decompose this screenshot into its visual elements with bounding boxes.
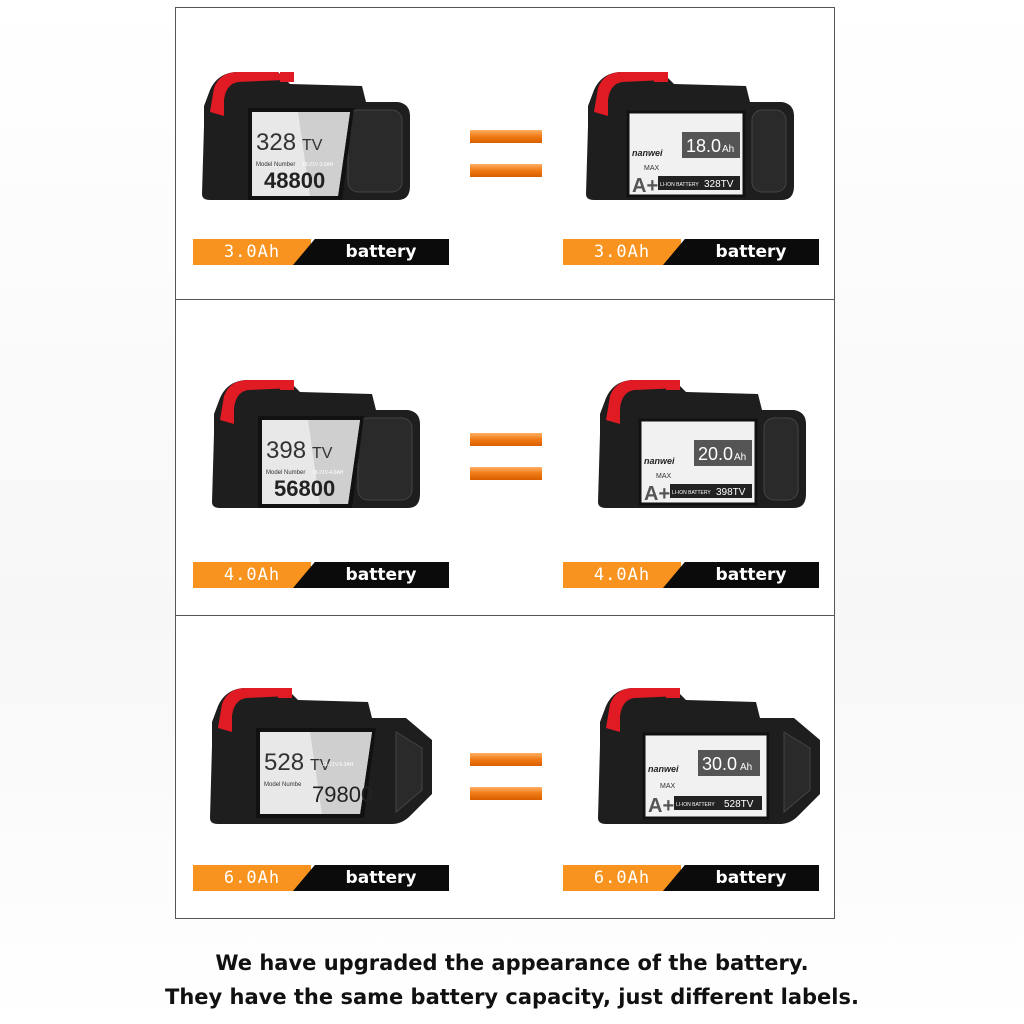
capacity-tag-left-2: [193, 562, 449, 588]
old-battery-2: [208, 374, 424, 512]
caption-line-2: They have the same battery capacity, just different labels.: [165, 985, 859, 1009]
new-battery-aplus: A+: [644, 483, 671, 505]
battery-label: battery: [715, 565, 787, 585]
new-battery-max: MAX: [656, 473, 672, 480]
new-battery-model: 528TV: [724, 799, 754, 810]
old-battery-tv: TV: [312, 445, 333, 462]
row-2-panel: [176, 299, 834, 615]
new-battery-aplus: A+: [632, 175, 659, 197]
old-battery-code: 48800: [264, 168, 326, 193]
capacity-value: 3.0Ah: [563, 239, 681, 265]
capacity-value: 3.0Ah: [193, 239, 311, 265]
old-battery-model-label: Model Number: [256, 162, 296, 168]
new-battery-capacity: 20.0: [698, 444, 734, 464]
capacity-tag-right-3: [563, 865, 819, 891]
old-battery-code: 79800: [312, 782, 374, 807]
capacity-tag-right-2: [563, 562, 819, 588]
old-battery-voltage: 528: [264, 749, 305, 776]
capacity-tag-right-1: [563, 239, 819, 265]
old-battery-tv: TV: [310, 757, 331, 774]
capacity-value: 4.0Ah: [193, 562, 311, 588]
new-battery-brand: nanwei: [632, 148, 663, 158]
new-battery-max: MAX: [644, 165, 660, 172]
old-battery-voltage: 328: [256, 129, 297, 156]
capacity-tag-left-1: [193, 239, 449, 265]
old-battery-tv: TV: [302, 137, 323, 154]
new-battery-max: MAX: [660, 783, 676, 790]
old-battery-1: [198, 66, 414, 204]
new-battery-capacity: 18.0: [686, 136, 722, 156]
battery-label: battery: [715, 868, 787, 888]
comparison-frame: [175, 7, 835, 919]
old-battery-3: [206, 682, 436, 828]
old-battery-voltage: 398: [266, 437, 307, 464]
new-battery-aplus: A+: [648, 795, 675, 817]
new-battery-capacity-unit: Ah: [722, 144, 735, 155]
battery-label: battery: [345, 868, 417, 888]
old-battery-spec: 18-21V-3.0AH: [302, 162, 334, 168]
caption-line-1: We have upgraded the appearance of the battery.: [215, 951, 809, 975]
new-battery-capacity: 30.0: [702, 754, 738, 774]
old-battery-model-label: Model Number: [266, 470, 306, 476]
new-battery-brand: nanwei: [644, 456, 675, 466]
new-battery-2: [594, 374, 810, 512]
new-battery-cell: LI-ION BATTERY: [676, 802, 715, 808]
capacity-value: 6.0Ah: [563, 865, 681, 891]
old-battery-spec: 18-21V-4.0AH: [312, 470, 344, 476]
row-1-panel: [176, 8, 834, 299]
new-battery-1: [582, 66, 798, 204]
row-3-panel: [176, 615, 834, 918]
battery-label: battery: [345, 242, 417, 262]
new-battery-cell: LI-ION BATTERY: [672, 490, 711, 496]
capacity-value: 4.0Ah: [563, 562, 681, 588]
old-battery-spec: 18-21V-6.0AH: [322, 762, 354, 768]
capacity-value: 6.0Ah: [193, 865, 311, 891]
old-battery-model-label: Model Numbe: [264, 782, 302, 788]
new-battery-cell: LI-ION BATTERY: [660, 182, 699, 188]
capacity-tag-left-3: [193, 865, 449, 891]
old-battery-code: 56800: [274, 476, 336, 501]
battery-label: battery: [345, 565, 417, 585]
new-battery-model: 398TV: [716, 487, 746, 498]
new-battery-model: 328TV: [704, 179, 734, 190]
new-battery-brand: nanwei: [648, 764, 679, 774]
new-battery-capacity-unit: Ah: [734, 452, 747, 463]
new-battery-3: [594, 682, 824, 828]
battery-label: battery: [715, 242, 787, 262]
new-battery-capacity-unit: Ah: [740, 762, 753, 773]
